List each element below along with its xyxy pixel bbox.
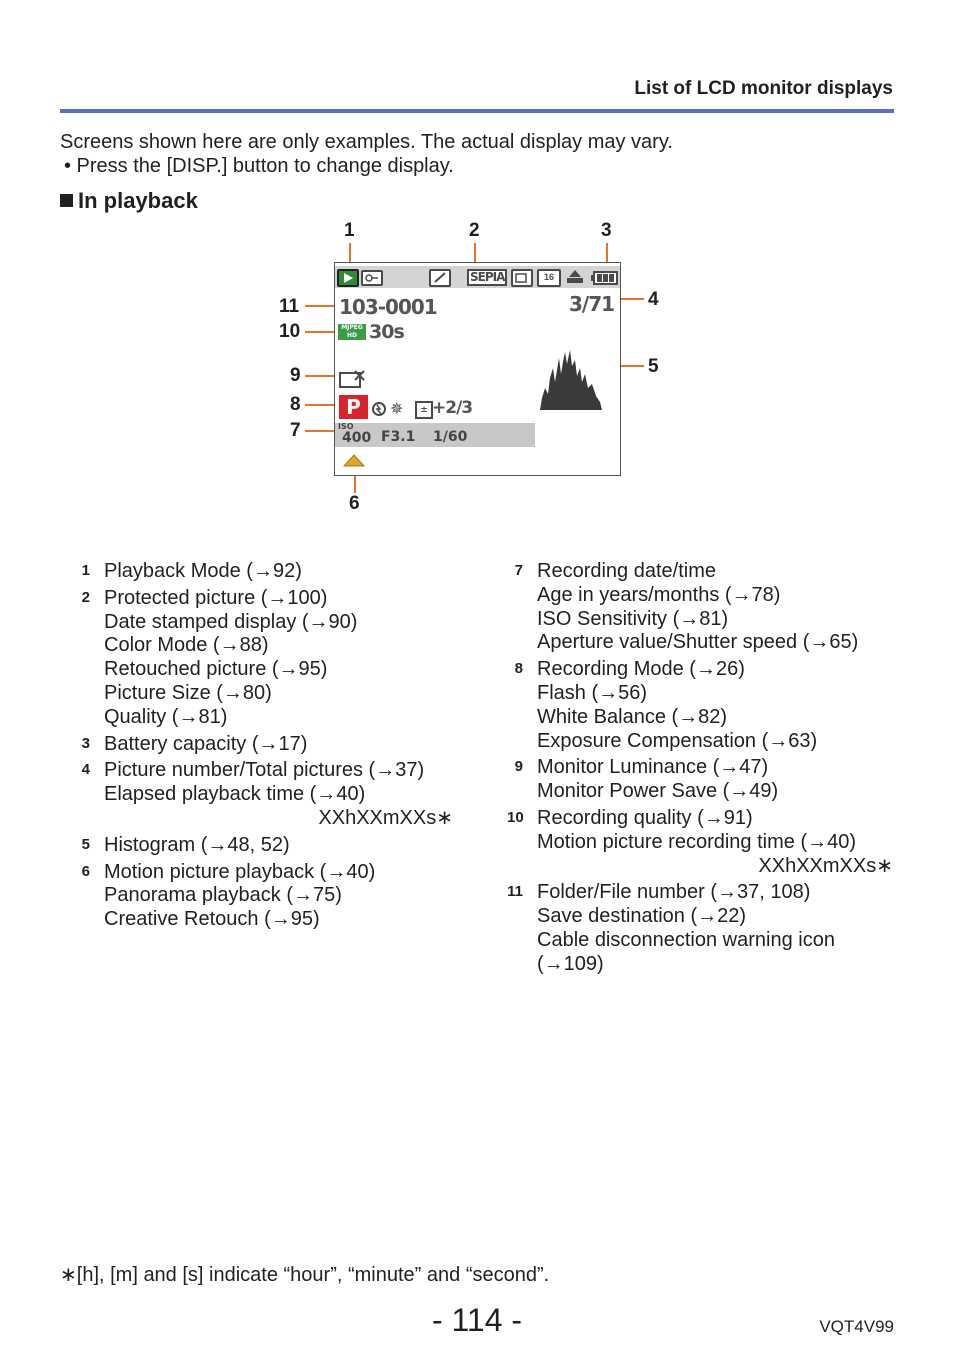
recording-quality-icon: MJPEG HD xyxy=(338,324,366,340)
list-item: 5 Histogram (→48, 52) xyxy=(74,834,474,858)
callout-8: 8 xyxy=(290,394,301,415)
battery-icon xyxy=(591,271,619,290)
item-number: 4 xyxy=(81,761,90,779)
footnote: ∗[h], [m] and [s] indicate “hour”, “minute” and “second”. xyxy=(60,1264,550,1286)
file-number-display: 103-0001 xyxy=(339,295,437,319)
list-item: 1 Playback Mode (→92) xyxy=(74,560,474,584)
white-balance-icon: ✵ xyxy=(390,399,404,418)
document-code: VQT4V99 xyxy=(819,1317,894,1336)
page-header-title: List of LCD monitor displays xyxy=(634,78,893,99)
monitor-luminance-icon xyxy=(339,370,365,393)
retouched-picture-icon xyxy=(429,269,451,287)
protected-picture-icon xyxy=(361,270,383,286)
shutter-speed-value: 1/60 xyxy=(433,429,468,445)
list-item: 4 Picture number/Total pictures (→37) Elapsed playback time (→40) XXhXXmXXs∗ xyxy=(74,759,474,830)
intro-line-1: Screens shown here are only examples. The actual display may vary. xyxy=(60,131,673,153)
callout-6: 6 xyxy=(349,493,360,514)
callout-3: 3 xyxy=(601,220,612,241)
square-bullet-icon xyxy=(60,194,73,207)
leader-11 xyxy=(305,305,337,307)
callout-7: 7 xyxy=(290,420,301,441)
callout-1: 1 xyxy=(344,220,355,241)
list-item: 9 Monitor Luminance (→47) Monitor Power Save (→49) xyxy=(507,756,897,804)
exposure-compensation-icon: ± xyxy=(415,401,433,419)
list-item: 7 Recording date/time Age in years/months (→78) ISO Sensitivity (→81) Aperture value/Shutter speed (→65) xyxy=(507,560,897,655)
item-number: 9 xyxy=(514,758,523,776)
page-number: - 114 - xyxy=(431,1302,523,1338)
item-number: 8 xyxy=(514,660,523,678)
iso-label: ISO xyxy=(338,422,354,431)
item-number: 10 xyxy=(507,808,524,826)
callout-5: 5 xyxy=(648,356,659,377)
item-number: 11 xyxy=(507,883,523,901)
picture-size-icon: 16 xyxy=(537,269,561,287)
list-item: 10 Recording quality (→91) Motion picture recording time (→40) XXhXXmXXs∗ xyxy=(507,806,893,877)
right-item-list xyxy=(507,560,897,980)
item-number: 7 xyxy=(514,562,523,579)
item-number: 6 xyxy=(81,862,90,880)
item-number: 3 xyxy=(81,734,90,752)
aperture-value: F3.1 xyxy=(381,429,416,445)
color-mode-icon: SEPIA xyxy=(467,269,507,286)
callout-4: 4 xyxy=(648,289,659,310)
recording-time-display: 30s xyxy=(369,321,404,343)
motion-picture-playback-icon xyxy=(343,454,365,473)
callout-9: 9 xyxy=(290,365,301,386)
playback-mode-icon xyxy=(337,269,359,287)
list-item: 8 Recording Mode (→26) Flash (→56) White Balance (→82) Exposure Compensation (→63) xyxy=(507,658,897,753)
callout-2: 2 xyxy=(469,220,480,241)
callout-10: 10 xyxy=(279,321,301,342)
list-item: 6 Motion picture playback (→40) Panorama playback (→75) Creative Retouch (→95) xyxy=(74,861,474,932)
histogram-icon xyxy=(540,348,602,415)
exposure-value-display: +2/3 xyxy=(432,398,473,418)
list-item: 2 Protected picture (→100) Date stamped display (→90) Color Mode (→88) Retouched picture (→95) Picture Size (→80) Quality (→81) xyxy=(74,587,474,730)
intro-text xyxy=(60,130,673,178)
intro-line-2: • Press the [DISP.] button to change display. xyxy=(64,155,454,177)
quality-icon xyxy=(565,269,585,290)
left-item-list xyxy=(74,560,474,935)
leader-10 xyxy=(305,331,337,333)
item-number: 1 xyxy=(81,562,90,579)
item-number: 5 xyxy=(81,835,90,853)
iso-value: 400 xyxy=(342,430,372,446)
list-item: 3 Battery capacity (→17) xyxy=(74,733,474,757)
recording-mode-icon: P xyxy=(339,395,368,419)
header-rule xyxy=(60,109,894,113)
flash-icon xyxy=(371,401,387,422)
list-item: 11 Folder/File number (→37, 108) Save destination (→22) Cable disconnection warning icon (→109) xyxy=(507,881,835,975)
callout-11: 11 xyxy=(279,296,300,317)
lcd-screen xyxy=(334,262,621,476)
lcd-diagram xyxy=(270,215,690,525)
item-number: 2 xyxy=(81,588,90,606)
picture-number-display: 3/71 xyxy=(569,292,615,316)
date-stamp-icon xyxy=(511,269,533,287)
leader-9 xyxy=(305,375,337,377)
section-title: In playback xyxy=(60,188,198,214)
